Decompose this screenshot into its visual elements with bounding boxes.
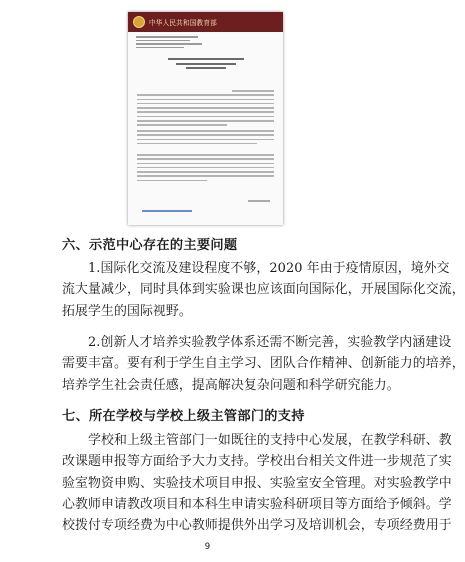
embedded-document-image — [128, 12, 283, 225]
embed-header-title: 中华人民共和国教育部 — [149, 19, 217, 27]
section6-paragraph-1 — [62, 258, 465, 322]
embed-text-block-1 — [137, 90, 274, 129]
paragraph-line: 拓展学生的国际视野。 — [62, 303, 192, 319]
paragraph-line: 流大量减少，同时具体到实验课也应该面向国际化，开展国际化交流， — [62, 282, 465, 298]
paragraph-line: 培养学生社会责任感，提高解决复杂问题和科学研究能力。 — [62, 377, 400, 393]
paragraph-line: 学校和上级主管部门一如既往的支持中心发展，在教学科研、教 — [88, 433, 452, 448]
embed-doc-title-lines — [168, 58, 244, 72]
paragraph-line: 验室物资申购、实验技术项目申报、实验室安全管理。对实验教学中 — [62, 475, 452, 491]
embed-signature-line — [248, 200, 270, 202]
section6-paragraph-2 — [62, 332, 465, 396]
paragraph-line: 心教师申请教改项目和本科生申请实验科研项目等方面给予倾斜。学 — [62, 496, 452, 512]
section6-heading: 六、示范中心存在的主要问题 — [62, 238, 238, 253]
national-emblem-icon — [133, 16, 145, 28]
section7-heading: 七、所在学校与学校上级主管部门的支持 — [62, 409, 305, 424]
section7-paragraph — [62, 430, 452, 536]
paragraph-line: 改课题申报等方面给予大力支持。学校出台相关文件进一步规范了实 — [62, 454, 452, 470]
embed-header-bar — [128, 12, 283, 32]
embed-text-block-2 — [137, 130, 274, 147]
paragraph-line: 1.国际化交流及建设程度不够，2020 年由于疫情原因，境外交 — [88, 261, 450, 276]
paragraph-line: 2.创新人才培养实验教学体系还需不断完善，实验教学内涵建设 — [88, 335, 452, 350]
embed-attachment-link — [142, 210, 192, 212]
paragraph-line: 校拨付专项经费为中心教师提供外出学习及培训机会，专项经费用于 — [62, 518, 452, 534]
paragraph-line: 需要丰富。要有利于学生自主学习、团队合作精神、创新能力的培养， — [62, 356, 465, 372]
embed-meta-lines — [136, 36, 202, 50]
embed-text-block-3 — [137, 154, 274, 184]
page-number: 9 — [204, 542, 211, 552]
